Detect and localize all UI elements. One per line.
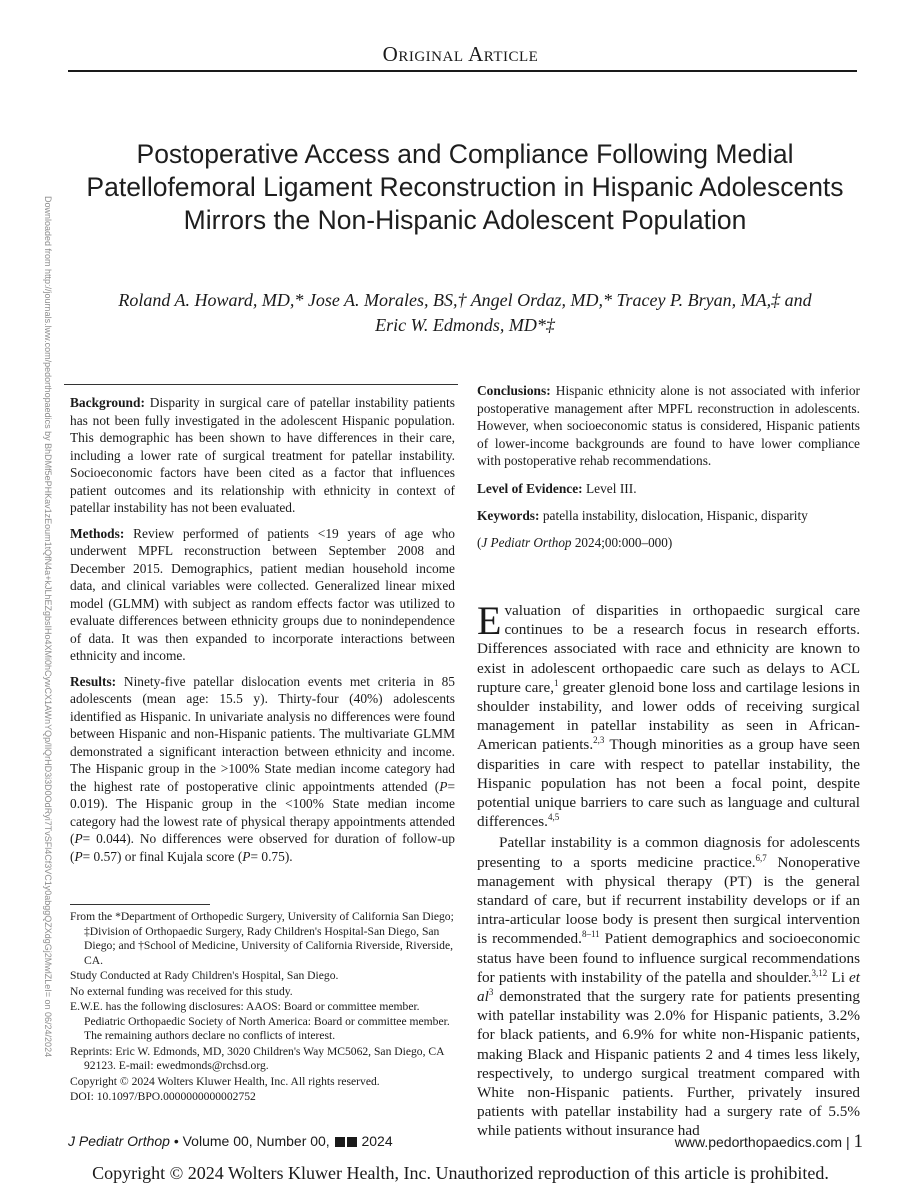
- study-location: Study Conducted at Rady Children's Hospital, San Diego.: [70, 969, 339, 982]
- p-symbol: P: [242, 848, 251, 864]
- p-symbol: P: [74, 848, 83, 864]
- header-rule: [68, 70, 857, 72]
- background-label: Background:: [70, 395, 145, 410]
- abstract-results: [70, 673, 455, 866]
- download-watermark: Downloaded from http://journals.lww.com/pedorthopaedics by BhDMf5ePHKav1zEoum1tQfN4a+kJLhEZgbsIHo4XMi0hCywCX1AWnYQp/IlQrHD3i3D0OdRyi7TvSFl4Cf3VC1y0abggQZXdgGj2MwlZLeI= on 06/24/2024: [43, 196, 53, 1058]
- footer-url-block: [675, 1131, 863, 1153]
- body-text: demonstrated that the surgery rate for patients presenting with patellar instability was 2.0% for Hispanic patients, 3.2% for black patients, and 6.9% for white non-Hispanic patients, making Black and Hispanic patients 2 and 4 times less likely, respectively, to undergo surgical treatment compared with White non-Hispanic patients. Further, privately insured patients with patellar instability had a surgery rate of 5.5% while patients without insurance had: [477, 988, 860, 1140]
- results-label: Results:: [70, 673, 117, 689]
- author-list: [70, 288, 860, 338]
- body-paragraph-2: [477, 833, 860, 1140]
- p-symbol: P: [439, 778, 448, 794]
- citation-rest: 2024;00:000–000): [574, 534, 673, 550]
- results-text: Ninety-five patellar dislocation events met criteria in 85 adolescents (mean age: 15.5 y). Thirty-four (40%) adolescents identified as Hispanic. In univariate analysis no differences were found between Hispanic and non-Hispanic patients. The multivariate GLMM demonstrated a significant interaction between ethnicity and income. The Hispanic group in the >100% State median income category had the highest rate of postoperative clinic appointments attended (: [70, 673, 455, 794]
- footer-volume: • Volume 00, Number 00,: [173, 1133, 330, 1149]
- evidence-text: Level III.: [585, 480, 637, 496]
- conclusions-text: Hispanic ethnicity alone is not associated with inferior postoperative management after MPFL reconstruction in adolescents. However, when socioeconomic status is considered, Hispanic patients of lower-income backgrounds are found to have lower compliance with postoperative rehab recommendations.: [477, 383, 860, 468]
- drop-cap: E: [477, 598, 502, 643]
- reference: 8–11: [581, 929, 600, 940]
- et-al: et al: [477, 968, 861, 1006]
- square-icon: [347, 1137, 357, 1147]
- abstract-left-column: [70, 394, 455, 865]
- reference: 1: [554, 677, 559, 688]
- square-icon: [335, 1137, 345, 1147]
- abstract-keywords: [477, 507, 860, 525]
- conclusions-label: Conclusions:: [477, 383, 551, 398]
- abstract-background: [70, 394, 455, 517]
- abstract-conclusions: [477, 382, 860, 470]
- results-text: = 0.019). The Hispanic group in the <100% State median income category had the lowest rate of physical therapy appointments attended (: [70, 778, 455, 846]
- body-text: Li: [827, 968, 850, 986]
- doi[interactable]: DOI: 10.1097/BPO.0000000000002752: [70, 1090, 256, 1103]
- abstract-right-column: [477, 382, 860, 564]
- results-text: = 0.57) or final Kujala score (: [82, 848, 243, 864]
- abstract-evidence: [477, 480, 860, 498]
- reference: 3,12: [811, 967, 828, 978]
- results-text: = 0.044). No differences were observed for duration of follow-up (: [70, 831, 455, 864]
- footnotes: [70, 910, 455, 1106]
- evidence-label: Level of Evidence:: [477, 480, 583, 496]
- footer-year: 2024: [361, 1133, 393, 1149]
- abstract-methods: [70, 525, 455, 665]
- reference: 4,5: [547, 812, 560, 823]
- reference: 2,3: [593, 735, 605, 746]
- author-name: Jose A. Morales, BS,†: [307, 290, 467, 310]
- body-paragraph-1: [477, 598, 860, 831]
- author-name: Roland A. Howard, MD,*: [118, 290, 304, 310]
- body-text: valuation of disparities in orthopaedic surgical care continues to be a research focus in research efforts. Differences associated with race and ethnicity are known to exist in adolescent orthopaedic care such as delays to ACL rupture care,: [477, 602, 860, 696]
- body-column: [477, 598, 861, 1141]
- footer-journal-name: J Pediatr Orthop: [68, 1133, 170, 1149]
- footer-journal: [68, 1133, 393, 1149]
- funding: No external funding was received for this study.: [70, 984, 293, 998]
- footnote-rule: [70, 904, 210, 905]
- journal-url[interactable]: www.pedorthopaedics.com |: [674, 1134, 850, 1150]
- background-text: Disparity in surgical care of patellar instability patients has not been fully investigated in the adolescent Hispanic population. This demographic has been shown to have differences in their care, including a lower rate of surgical treatment for patellar instability. Socioeconomic factors have been cited as a factor that influences patient outcomes and its relationship with ethnicity in context of patellar instability has not been evaluated.: [70, 395, 455, 515]
- copyright-bar: Copyright © 2024 Wolters Kluwer Health, Inc. Unauthorized reproduction of this article is prohibited.: [92, 1163, 829, 1183]
- reprints: Reprints: Eric W. Edmonds, MD, 3020 Children's Way MC5062, San Diego, CA 92123. E-mail: ewedmonds@rchsd.org.: [70, 1044, 444, 1072]
- body-text: Nonoperative management with physical therapy (PT) is the general standard of care, but if recurrent instability develops or if an intra-articular loose body is present then surgical intervention is recommended.: [477, 853, 860, 948]
- affiliations: From the *Department of Orthopedic Surgery, University of California San Diego; ‡Division of Orthopaedic Surgery, Rady Children's Hospital-San Diego, San Diego; and †School of Medicine, University of California Riverside, Riverside, CA.: [70, 910, 454, 967]
- reference: 3: [488, 987, 494, 997]
- author-name: Tracey P. Bryan, MA,‡ and: [616, 290, 812, 310]
- author-name: Angel Ordaz, MD,*: [470, 290, 613, 310]
- citation-line: (J Pediatr Orthop 2024;00:000–000): [477, 534, 673, 550]
- reference: 6,7: [755, 852, 767, 863]
- keywords-text: patella instability, dislocation, Hispanic, disparity: [542, 508, 808, 523]
- methods-text: Review performed of patients <19 years of age who underwent MPFL reconstruction between September 2008 and December 2015. Demographics, patient median household income data, and clinical variables were collected. Generalized linear mixed model (GLMM) with subject as random effects factor was utilized to evaluate differences between ethnicity groups due to nonindependence of data. It was then expanded to incorporate interactions between ethnicity and income.: [70, 525, 455, 663]
- article-title: Postoperative Access and Compliance Following Medial Patellofemoral Ligament Reconstruction in Hispanic Adolescents Mirrors the Non-Hispanic Adolescent Population: [86, 139, 844, 235]
- page-number: 1: [853, 1131, 863, 1152]
- body-text: Patellar instability is a common diagnosis for adolescents presenting to a sports medicine practice.: [477, 834, 860, 871]
- section-label: Original Article: [382, 42, 539, 66]
- body-text: greater glenoid bone loss and cartilage lesions in shoulder instability, and lower odds of receiving surgical management in patellar instability as seen in African-American patients.: [477, 678, 860, 754]
- body-text: Patient demographics and socioeconomic status have been found to influence surgical recommendations for patients with instability of the patella and shoulder.: [477, 930, 860, 986]
- results-text: = 0.75).: [250, 848, 293, 864]
- body-text: Though minorities as a group have seen disparities in care with respect to patellar instability, the Hispanic population has not been a focal point, despite potential unique barriers to care such as language and cultural differences.: [477, 736, 860, 831]
- methods-label: Methods:: [70, 525, 125, 541]
- author-name: Eric W. Edmonds, MD*‡: [375, 315, 555, 335]
- citation-journal: J Pediatr Orthop: [481, 534, 572, 550]
- copyright-note: Copyright © 2024 Wolters Kluwer Health, Inc. All rights reserved.: [70, 1074, 380, 1088]
- keywords-label: Keywords:: [477, 508, 540, 523]
- p-symbol: P: [74, 831, 83, 846]
- disclosures: E.W.E. has the following disclosures: AAOS: Board or committee member. Pediatric Orthopaedic Society of North America: Board or committee member. The remaining authors declare no conflicts of interest.: [70, 1000, 450, 1042]
